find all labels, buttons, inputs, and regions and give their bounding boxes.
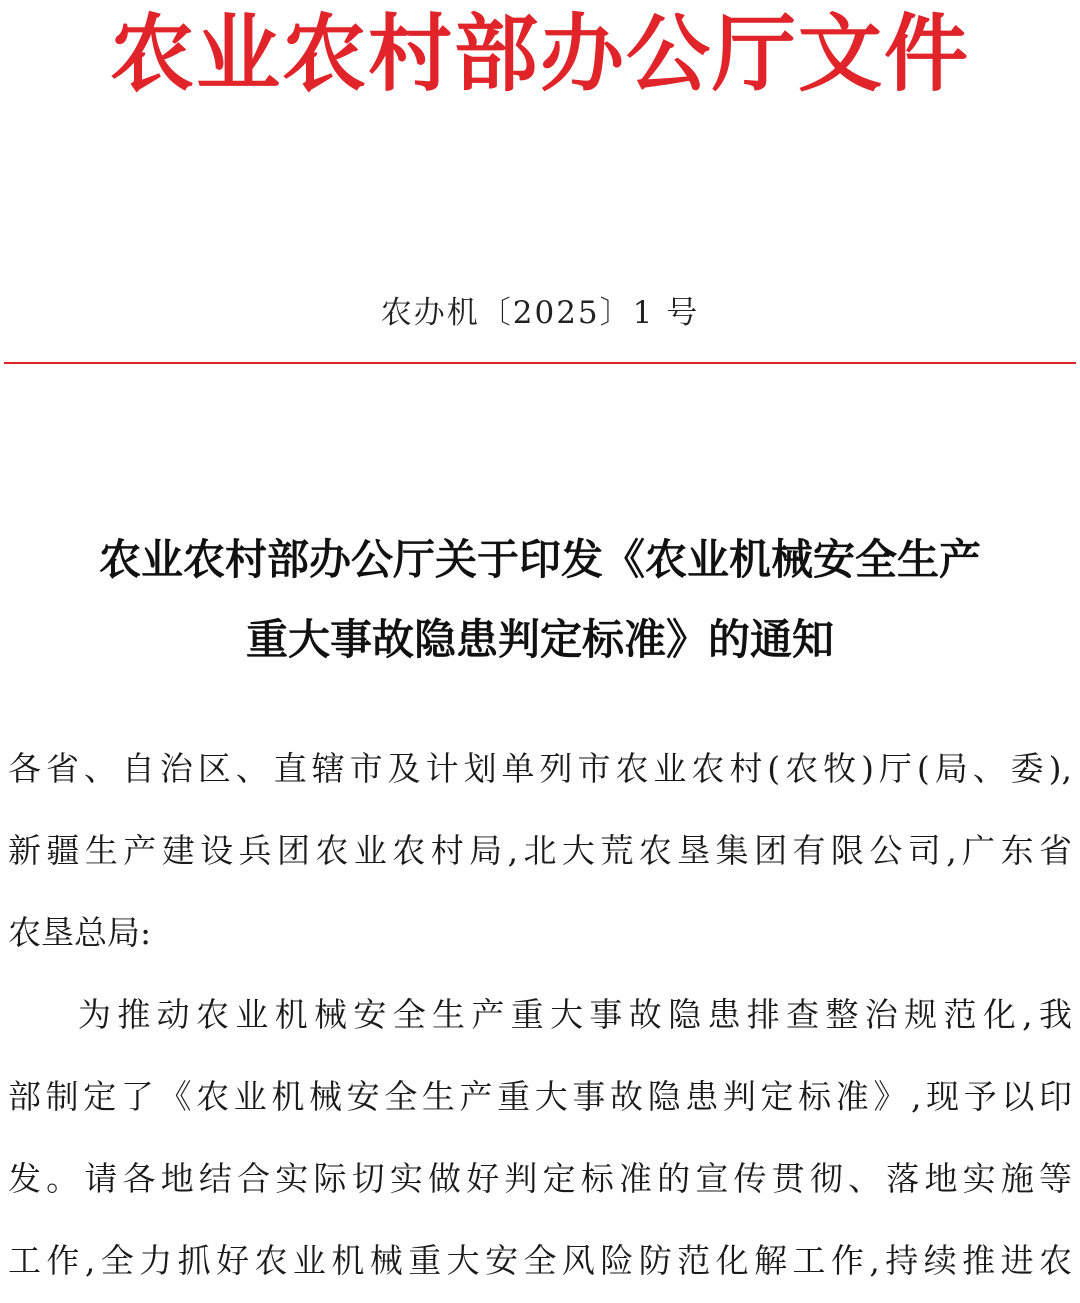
document-body [8, 728, 1072, 1302]
addressee-line: 新疆生产建设兵团农业农村局,北大荒农垦集团有限公司,广东省 [8, 831, 1072, 870]
paragraph-line: 发。请各地结合实际切实做好判定标准的宣传贯彻、落地实施等 [8, 1159, 1072, 1198]
notice-title-line: 重大事故隐患判定标准》的通知 [245, 615, 834, 664]
notice-title-line: 农业农村部办公厅关于印发《农业机械安全生产 [98, 535, 981, 584]
addressee-line: 农垦总局: [8, 913, 152, 952]
notice-title [0, 520, 1080, 680]
paragraph-line: 部制定了《农业机械安全生产重大事故隐患判定标准》,现予以印 [8, 1077, 1072, 1116]
red-divider-line [4, 362, 1076, 364]
paragraph-line: 为推动农业机械安全生产重大事故隐患排查整治规范化,我 [78, 995, 1072, 1034]
document-issuer-header: 农业农村部办公厅文件 [109, 4, 970, 103]
addressee-line: 各省、自治区、直辖市及计划单列市农业农村(农牧)厅(局、委), [8, 749, 1072, 788]
document-number: 农办机〔2025〕1 号 [380, 295, 700, 331]
paragraph-line: 工作,全力抓好农业机械重大安全风险防范化解工作,持续推进农 [8, 1241, 1072, 1280]
